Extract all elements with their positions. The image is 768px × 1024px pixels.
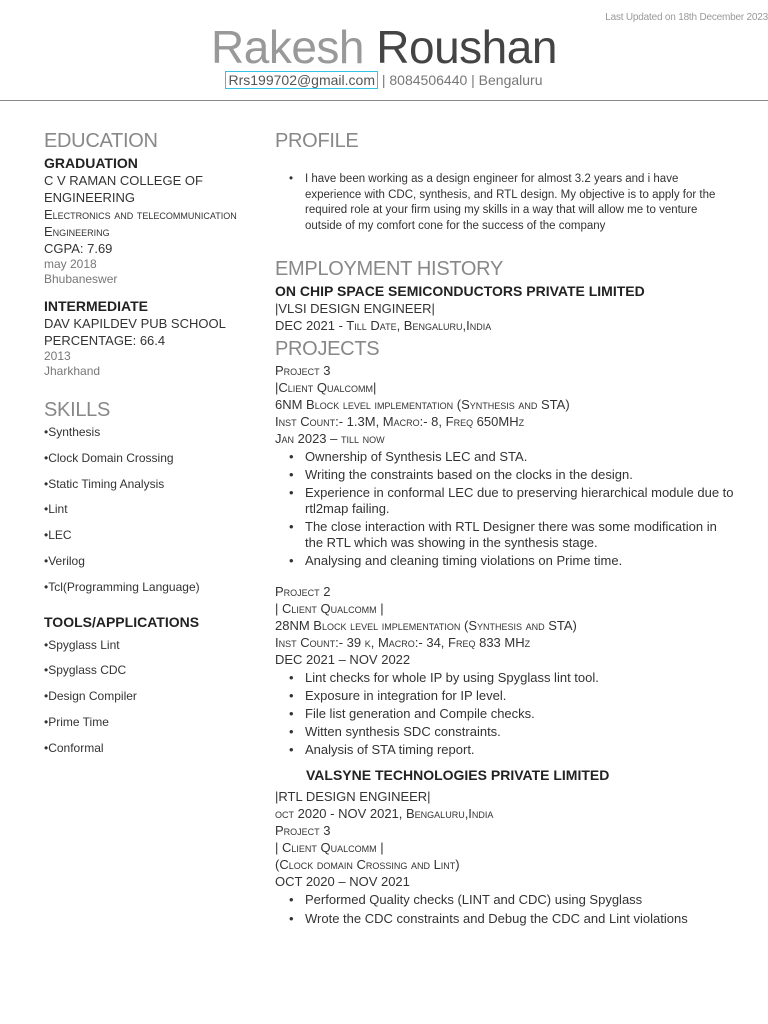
project-name: Project 2 bbox=[275, 584, 331, 599]
right-column bbox=[275, 128, 735, 927]
tool-item: •Design Compiler bbox=[44, 689, 137, 704]
first-name: Rakesh bbox=[211, 21, 365, 73]
project-name: Project 3 bbox=[275, 823, 331, 838]
list-item: • Exposure in integration for IP level. bbox=[305, 688, 735, 704]
candidate-name bbox=[0, 18, 768, 76]
profile-list bbox=[275, 172, 735, 234]
valsyne-block bbox=[275, 766, 735, 927]
job-role: |VLSI DESIGN ENGINEER| bbox=[275, 301, 435, 316]
list-item: • Ownership of Synthesis LEC and STA. bbox=[305, 449, 735, 465]
intermediate-place: Jharkhand bbox=[44, 364, 101, 378]
contact-details: | 8084506440 | Bengaluru bbox=[377, 72, 543, 88]
project-date: Jan 2023 – till now bbox=[275, 431, 385, 446]
intermediate-year: 2013 bbox=[44, 349, 71, 363]
employment-title: EMPLOYMENT HISTORY bbox=[275, 258, 503, 280]
list-item: • Analysing and cleaning timing violations on Prime time. bbox=[305, 553, 735, 569]
skills-title: SKILLS bbox=[44, 399, 111, 421]
cgpa: CGPA: 7.69 bbox=[44, 241, 113, 256]
project-client: |Client Qualcomm| bbox=[275, 380, 377, 395]
skill-item: •Tcl(Programming Language) bbox=[44, 579, 200, 594]
profile-text: • I have been working as a design engineer for almost 3.2 years and i have experience with CDC, synthesis, and RTL design. My objective is to apply for the required role at your firm using my skills in a way that will allow me to venture outside of my comfort cone for the success of the company bbox=[305, 172, 735, 234]
contact-line bbox=[0, 72, 768, 88]
graduation-place: Bhubaneswer bbox=[44, 272, 118, 286]
valsyne-bullets bbox=[275, 892, 735, 927]
list-item: • Analysis of STA timing report. bbox=[305, 742, 735, 758]
list-item: • The close interaction with RTL Designer there was some modification in the RTL which was showing in the synthesis stage. bbox=[305, 519, 735, 551]
skill-item: •Static Timing Analysis bbox=[44, 476, 165, 491]
project-count: Inst Count:- 1.3M, Macro:- 8, Freq 650MHz bbox=[275, 414, 525, 429]
last-name: Roushan bbox=[376, 21, 557, 73]
project-3-block bbox=[275, 362, 735, 569]
project-date: DEC 2021 – NOV 2022 bbox=[275, 652, 411, 667]
project-client: | Client Qualcomm | bbox=[275, 601, 384, 616]
project-2-block bbox=[275, 583, 735, 758]
intermediate-heading: INTERMEDIATE bbox=[44, 298, 148, 314]
project-client: | Client Qualcomm | bbox=[275, 840, 384, 855]
skills-list bbox=[44, 420, 266, 601]
project-desc: 6NM Block level implementation (Synthesis and STA) bbox=[275, 397, 570, 412]
list-item: • Lint checks for whole IP by using Spyglass lint tool. bbox=[305, 670, 735, 686]
tools-list bbox=[44, 633, 266, 762]
project-count: Inst Count:- 39 k, Macro:- 34, Freq 833 MHz bbox=[275, 635, 531, 650]
list-item: • Wrote the CDC constraints and Debug the CDC and Lint violations bbox=[305, 911, 735, 927]
project-desc: 28NM Block level implementation (Synthesis and STA) bbox=[275, 618, 577, 633]
list-item: • Writing the constraints based on the clocks in the design. bbox=[305, 467, 735, 483]
list-item: • File list generation and Compile checks. bbox=[305, 706, 735, 722]
project-name: Project 3 bbox=[275, 363, 331, 378]
job-dates: oct 2020 - NOV 2021, Bengaluru,India bbox=[275, 806, 494, 821]
tools-title: TOOLS/APPLICATIONS bbox=[44, 613, 200, 630]
branch: Electronics and telecommunication Engineering bbox=[44, 207, 237, 239]
header-divider bbox=[0, 100, 768, 101]
list-item: • Performed Quality checks (LINT and CDC) using Spyglass bbox=[305, 892, 735, 908]
skill-item: •Verilog bbox=[44, 553, 85, 568]
graduation-heading: GRADUATION bbox=[44, 155, 138, 171]
graduation-date: may 2018 bbox=[44, 257, 97, 271]
last-updated: Last Updated on 18th December 2023 bbox=[605, 12, 768, 23]
tool-item: •Spyglass Lint bbox=[44, 637, 120, 652]
project-date: OCT 2020 – NOV 2021 bbox=[275, 874, 410, 889]
college-name: C V RAMAN COLLEGE OF ENGINEERING bbox=[44, 173, 203, 205]
project-desc: (Clock domain Crossing and Lint) bbox=[275, 857, 460, 872]
skill-item: •LEC bbox=[44, 528, 72, 543]
left-column bbox=[44, 128, 266, 762]
email-link[interactable]: Rrs199702@gmail.com bbox=[225, 71, 378, 89]
percentage: PERCENTAGE: 66.4 bbox=[44, 333, 166, 348]
job-role: |RTL DESIGN ENGINEER| bbox=[275, 789, 431, 804]
project-3-bullets bbox=[275, 449, 735, 569]
intermediate-block bbox=[44, 297, 266, 379]
job-dates: DEC 2021 - Till Date, Bengaluru,India bbox=[275, 318, 492, 333]
list-item: • Witten synthesis SDC constraints. bbox=[305, 724, 735, 740]
profile-title: PROFILE bbox=[275, 130, 359, 152]
employer-name: VALSYNE TECHNOLOGIES PRIVATE LIMITED bbox=[306, 767, 610, 783]
tool-item: •Spyglass CDC bbox=[44, 663, 127, 678]
skill-item: •Clock Domain Crossing bbox=[44, 450, 174, 465]
skill-item: •Synthesis bbox=[44, 425, 101, 439]
tool-item: •Conformal bbox=[44, 740, 104, 755]
education-title: EDUCATION bbox=[44, 130, 158, 152]
list-item: • Experience in conformal LEC due to preserving hierarchical module due to rtl2map failing. bbox=[305, 485, 735, 517]
skill-item: •Lint bbox=[44, 502, 68, 517]
school-name: DAV KAPILDEV PUB SCHOOL bbox=[44, 316, 226, 331]
projects-title: PROJECTS bbox=[275, 338, 380, 360]
employer-name: ON CHIP SPACE SEMICONDUCTORS PRIVATE LIMITED bbox=[275, 283, 645, 299]
project-2-bullets bbox=[275, 670, 735, 758]
graduation-block bbox=[44, 154, 266, 287]
tool-item: •Prime Time bbox=[44, 714, 109, 729]
